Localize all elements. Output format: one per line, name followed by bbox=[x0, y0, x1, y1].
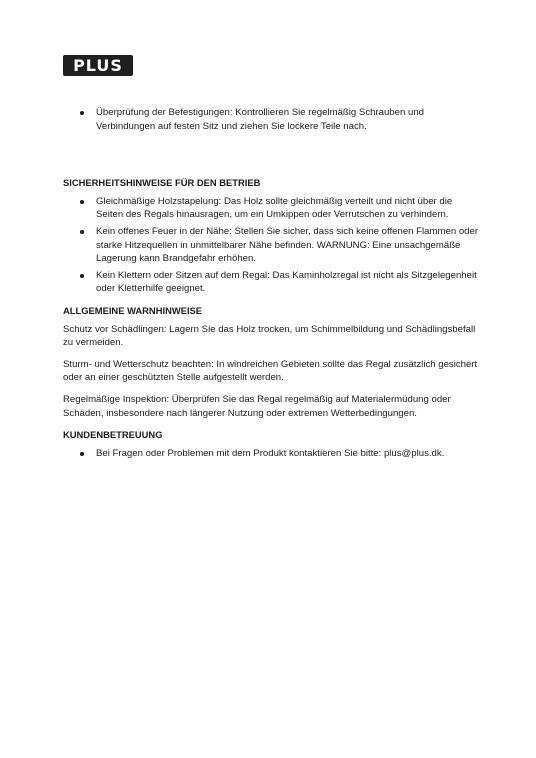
paragraph: Schutz vor Schädlingen: Lagern Sie das Holz trocken, um Schimmelbildung und Schädlingsbefall zu vermeiden. bbox=[63, 323, 476, 349]
logo-text: PLUS bbox=[73, 56, 123, 75]
paragraph: Sturm- und Wetterschutz beachten: In windreichen Gebieten sollte das Regal zusätzlich gesichert oder an einer geschützten Stelle aufgestellt werden. bbox=[63, 358, 478, 384]
section-heading-support: KUNDENBETREUUNG bbox=[63, 429, 163, 441]
list-item: Kein offenes Feuer in der Nähe: Stellen Sie sicher, dass sich keine offenen Flammen oder starke Hitzequellen in unmittelbarer Nähe befinden. WARNUNG: Eine unsachgemäße Lagerung kann Brandgefahr erhöhen. bbox=[63, 225, 481, 266]
intro-list bbox=[63, 106, 481, 133]
safety-list bbox=[63, 195, 481, 296]
document-body bbox=[63, 106, 481, 463]
paragraph: Regelmäßige Inspektion: Überprüfen Sie das Regal regelmäßig auf Materialermüdung oder Schäden, insbesondere nach längerer Nutzung oder extremen Wetterbedingungen. bbox=[63, 393, 451, 419]
support-list bbox=[63, 447, 481, 461]
list-item: Überprüfung der Befestigungen: Kontrollieren Sie regelmäßig Schrauben und Verbindungen auf festen Sitz und ziehen Sie lockere Teile nach. bbox=[63, 106, 481, 133]
brand-logo bbox=[63, 55, 133, 76]
section-heading-safety: SICHERHEITSHINWEISE FÜR DEN BETRIEB bbox=[63, 177, 261, 189]
section-heading-general: ALLGEMEINE WARNHINWEISE bbox=[63, 304, 203, 316]
list-item: Bei Fragen oder Problemen mit dem Produkt kontaktieren Sie bitte: plus@plus.dk. bbox=[63, 447, 481, 461]
list-item: Kein Klettern oder Sitzen auf dem Regal: Das Kaminholzregal ist nicht als Sitzgelegenheit oder Kletterhilfe geeignet. bbox=[63, 269, 481, 296]
list-item: Gleichmäßige Holzstapelung: Das Holz sollte gleichmäßig verteilt und nicht über die Seiten des Regals hinausragen, um ein Umkippen oder Verrutschen zu verhindern. bbox=[63, 195, 481, 222]
